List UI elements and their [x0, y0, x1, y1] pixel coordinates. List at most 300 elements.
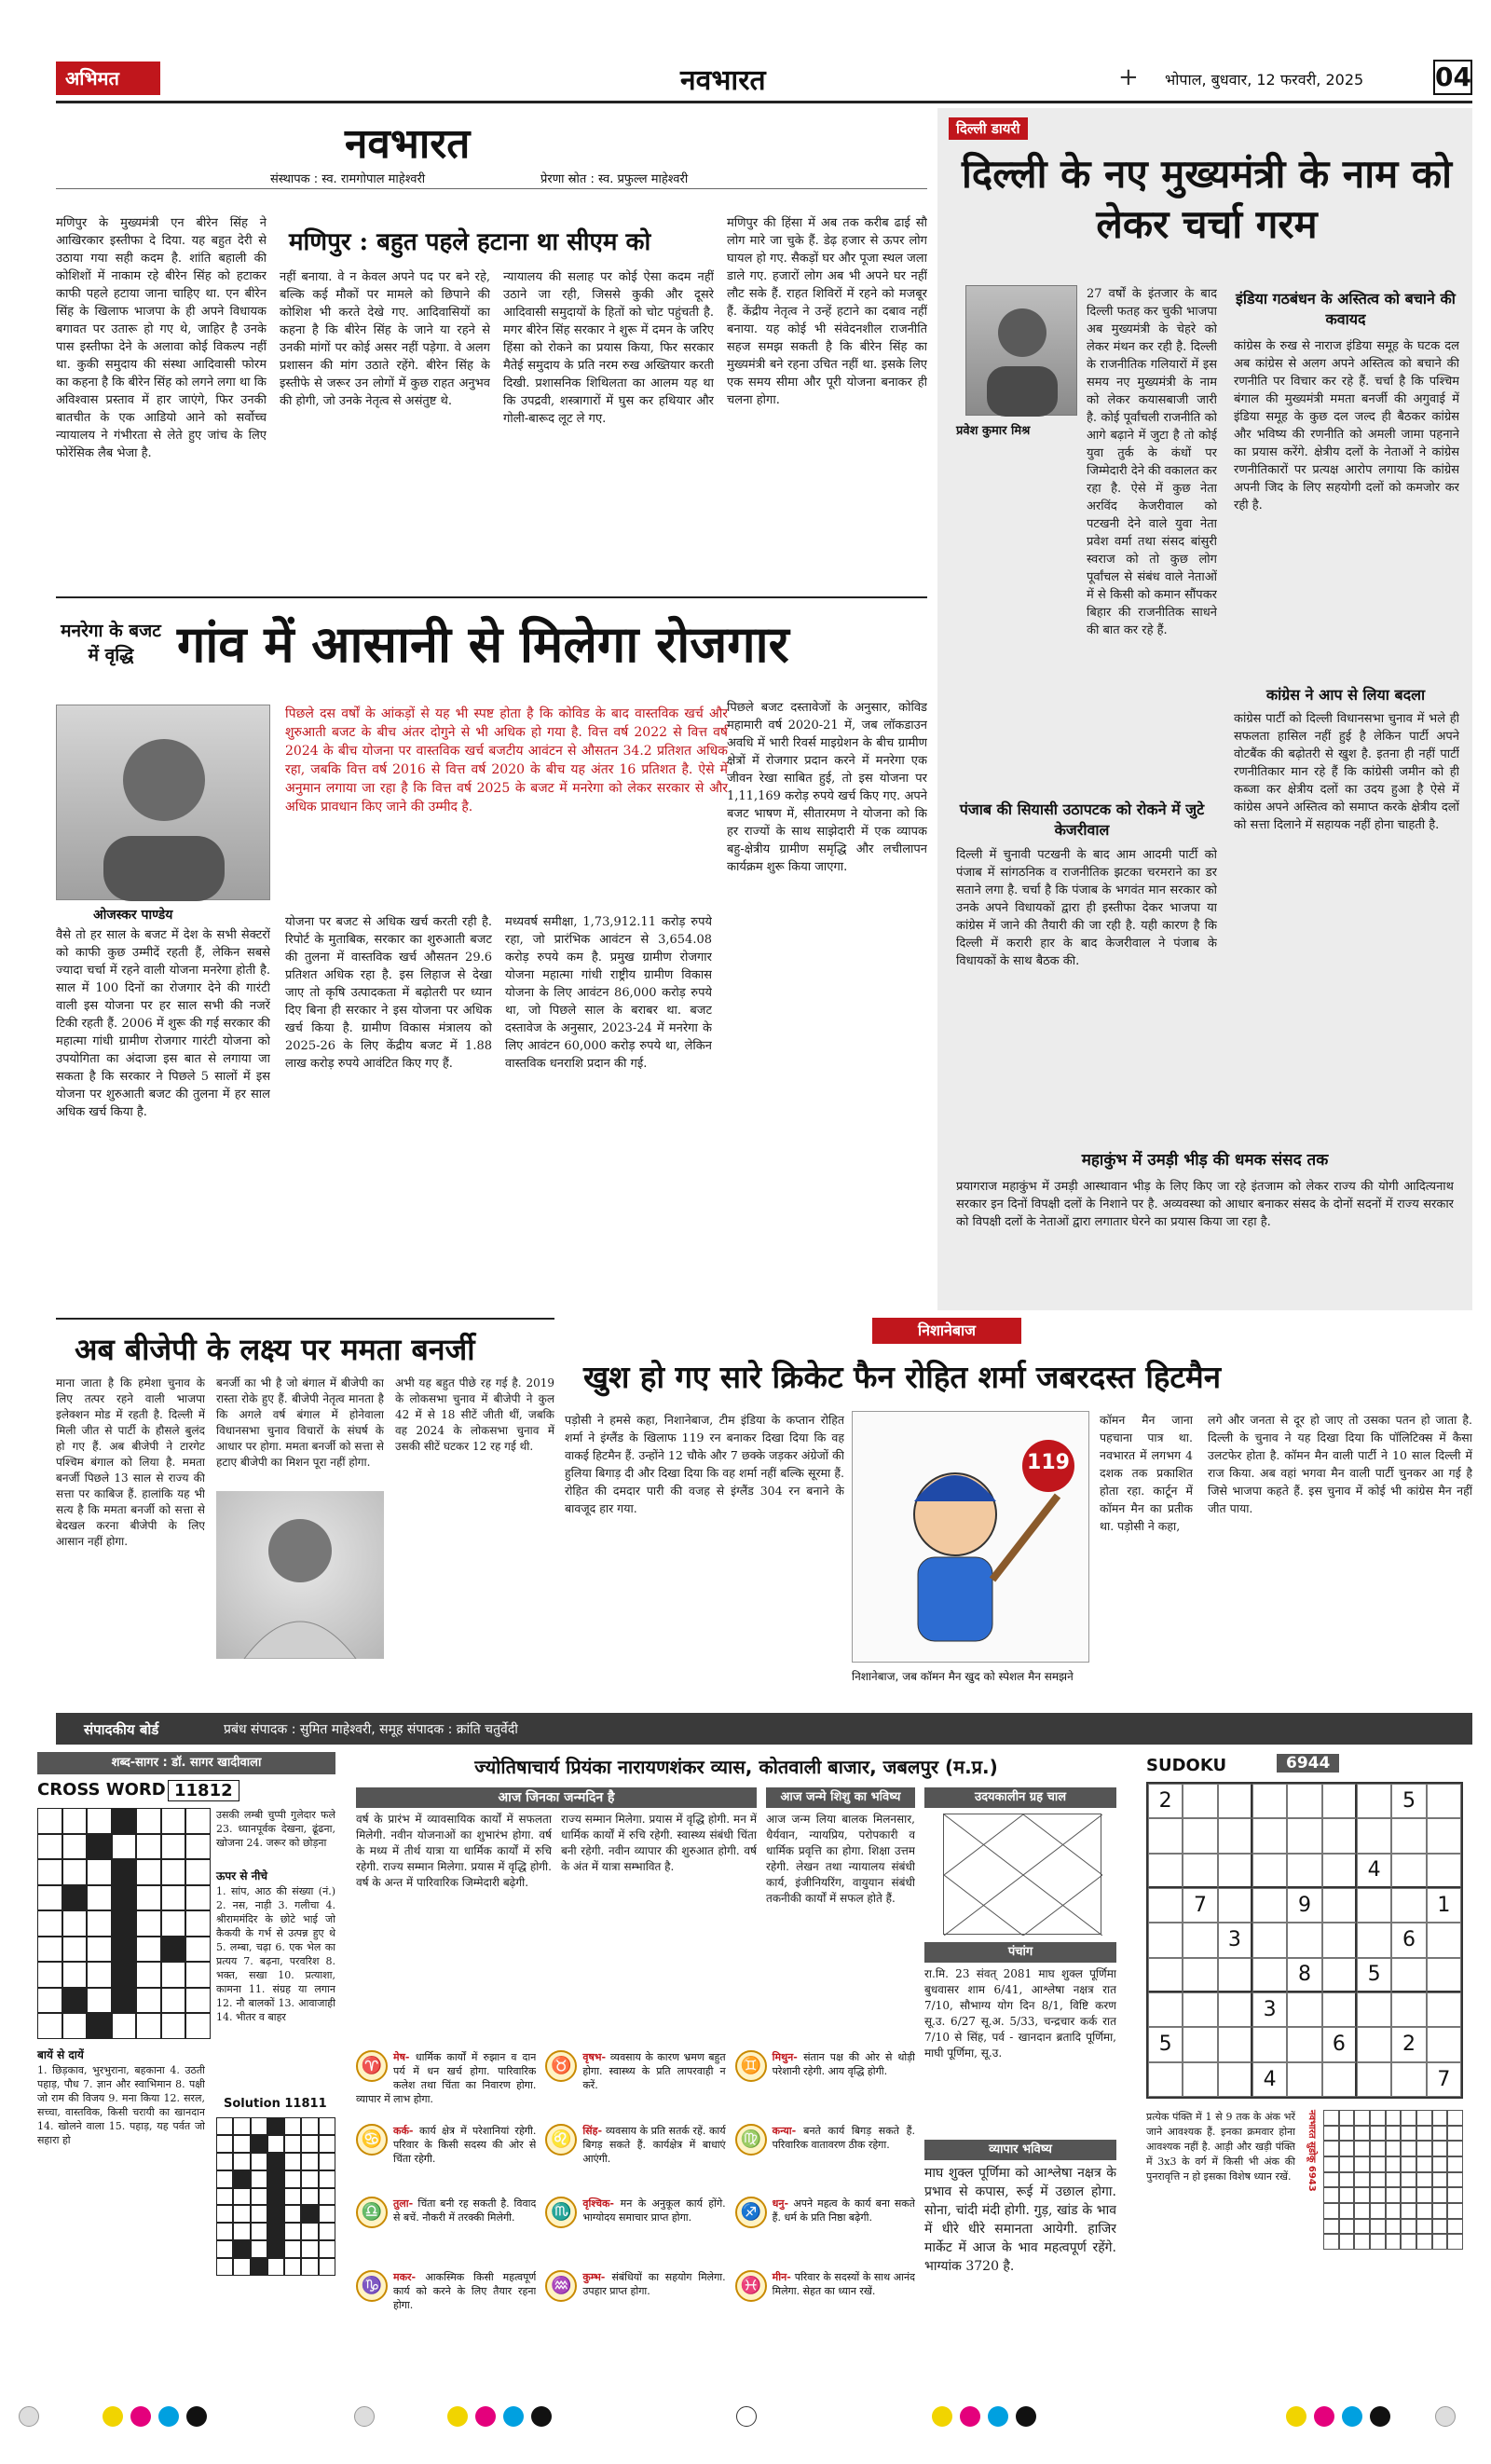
editorial-col-3: न्यायालय की सलाह पर कोई ऐसा कदम नहीं उठाने जा रही, जिससे कुकी और दूसरे आदिवासी समुदायों के हितों को चोट पहुंचती है. मगर बीरेन सिंह सरकार ने शुरू में दमन के जरिए हिंसा को रोकने का प्रयास किया, फिर सरकार मैतेई समुदाय के प्रति नरम रुख अख्तियार करती दिखी. प्रशासनिक शिथिलता का आलम यह था कि उपद्रवी, शस्त्रागारों में घुस कर हथियार और गोली-बारूद लूट ले गए.: [503, 270, 714, 426]
crossword-cell: [62, 1988, 88, 2014]
crossword-cell: [284, 2170, 301, 2188]
sudoku-solution-cell: [1447, 2187, 1463, 2203]
sudoku-cell[interactable]: 5: [1391, 1784, 1426, 1818]
crossword-across: 1. सांप, आठ की संख्या (नं.) 2. नस, नाड़ी 3. गलीचा 4. श्रीराममंदिर के छोटे भाई जो कैकयी के गर्भ से उत्पन्न हुए थे 5. लम्बा, चढ़ा 6. एक भेल का प्रत्यय 7. बढ़ना, परवरिश 8. भक्त, सखा 10. प्रत्याशा, कामना 11. संग्रह या लगान 12. नौ बालकों 13. आवाजाही 14. भीतर व बाहर: [216, 1885, 335, 2023]
crossword-cell: [87, 1885, 112, 1911]
crossword-cell: [251, 2135, 267, 2153]
sudoku-cell[interactable]: [1218, 1818, 1252, 1853]
rashi-name: मेष-: [393, 2051, 416, 2063]
sudoku-cell[interactable]: [1252, 2027, 1287, 2061]
crossword-cell: [62, 1910, 88, 1937]
crossword-cell: [251, 2153, 267, 2170]
crossword-cell: [216, 2135, 233, 2153]
sudoku-cell[interactable]: [1148, 1854, 1183, 1888]
sudoku-cell[interactable]: [1391, 1958, 1426, 1992]
sudoku-cell[interactable]: [1252, 1888, 1287, 1923]
person-icon: [216, 1491, 384, 1659]
crossword-cell: [112, 1962, 137, 1988]
sudoku-solution-cell: [1416, 2110, 1432, 2126]
crossword-solution-grid: [216, 2117, 335, 2276]
sub-head-congress: कांग्रेस ने आप से लिया बदला: [1265, 686, 1426, 704]
crossword-cell: [37, 2013, 62, 2039]
mamata-col-2: बनर्जी का भी है जो बंगाल में बीजेपी का रास्ता रोके हुए हैं. बीजेपी नेतृत्व मानता है कि अगले वर्ष बंगाल में होनेवाला विधानसभा चुनाव विचारों के संघर्ष के आधार पर होगा. ममता बनर्जी को सत्ता से हटाए बीजेपी का मिशन पूरा नहीं होगा.: [216, 1376, 384, 1469]
crossword-cell: [216, 2223, 233, 2240]
crossword-cell: [185, 1885, 211, 1911]
rashi-text: आकस्मिक किसी महत्वपूर्ण कार्य को करने के लिए तैयार रहना होगा.: [393, 2270, 537, 2311]
crossword-cell: [267, 2205, 284, 2223]
score-badge: 119: [1027, 1451, 1070, 1474]
sudoku-cell[interactable]: [1218, 1992, 1252, 2027]
sudoku-solution-cell: [1386, 2156, 1402, 2172]
zodiac-icon: ♐: [735, 2197, 767, 2228]
crossword-cell: [161, 1910, 186, 1937]
mnrega-headline: गांव में आसानी से मिलेगा रोजगार: [177, 614, 789, 674]
sudoku-cell[interactable]: 4: [1357, 1854, 1391, 1888]
crossword-cell: [301, 2240, 318, 2258]
sudoku-cell[interactable]: [1287, 2062, 1321, 2097]
sudoku-cell[interactable]: [1427, 1854, 1461, 1888]
sudoku-cell[interactable]: [1357, 1818, 1391, 1853]
sudoku-solution-cell: [1354, 2156, 1370, 2172]
crossword-cell: [233, 2258, 250, 2276]
crossword-cell: [87, 1859, 112, 1885]
nishanebaj-col-3: लगे और जनता से दूर हो जाए तो उसका पतन हो जाता है. दिल्ली के चुनाव ने यह दिखा दिया कि पॉलिटिक्स में कैसा उलटफेर होता है. कॉमन मैन वाली पार्टी ने 10 साल दिल्ली में राज किया. अब वहां भगवा मैन वाली पार्टी चुनकर आ गई है जिसे भाजपा कहते हैं. इस चुनाव में कोई भी कांग्रेस मैन नहीं जीत पाया.: [1208, 1413, 1472, 1515]
sudoku-cell[interactable]: [1218, 1784, 1252, 1818]
sudoku-solution-cell: [1339, 2203, 1355, 2219]
sudoku-solution-cell: [1401, 2110, 1416, 2126]
crossword-cell: [319, 2240, 335, 2258]
crossword-cell: [37, 1808, 62, 1834]
crossword-cell: [62, 1885, 88, 1911]
rashi-item: [545, 2050, 725, 2120]
crossword-cell: [136, 1885, 161, 1911]
sudoku-cell[interactable]: [1391, 1888, 1426, 1923]
rashi-name: मीन-: [772, 2270, 795, 2283]
crossword-cell: [161, 1885, 186, 1911]
crossword-solution-label: Solution 11811: [224, 2097, 327, 2111]
nishanebaj-tag: निशानेबाज: [872, 1318, 1021, 1344]
crossword-cell: [161, 2013, 186, 2039]
sudoku-cell[interactable]: 6: [1391, 1923, 1426, 1957]
crossword-cell: [301, 2205, 318, 2223]
board-editors: प्रबंध संपादक : सुमित माहेश्वरी, समूह संपादक : क्रांति चतुर्वेदी: [224, 1722, 518, 1737]
crossword-cell: [284, 2205, 301, 2223]
sudoku-cell[interactable]: [1148, 1888, 1183, 1923]
sudoku-cell[interactable]: [1287, 2027, 1321, 2061]
crossword-cell: [319, 2117, 335, 2135]
mamata-col-1: माना जाता है कि हमेशा चुनाव के लिए तत्पर रहने वाली भाजपा इलेक्शन मोड में रहती है. दिल्ली में मिली जीत से पार्टी के हौसले बुलंद हो गए हैं. अब बीजेपी ने टारगेट पश्चिम बंगाल को लिया है. ममता बनर्जी पिछले 13 साल से राज्य की सत्ता पर काबिज हैं. हालांकि यह भी सत्य है कि ममता बनर्जी को सत्ता से बेदखल करना बीजेपी के लिए आसान नहीं होगा.: [56, 1376, 205, 1548]
zodiac-icon: ♉: [545, 2050, 577, 2082]
mamata-photo: [216, 1491, 384, 1659]
sudoku-solution-cell: [1401, 2203, 1416, 2219]
sudoku-solution-cell: [1386, 2219, 1402, 2235]
crossword-cell: [161, 1988, 186, 2014]
sudoku-cell[interactable]: [1148, 1923, 1183, 1957]
sudoku-solution-cell: [1339, 2172, 1355, 2188]
sudoku-solution-cell: [1401, 2187, 1416, 2203]
delhi-diary: [937, 108, 1472, 1310]
rashi-text: मन के अनुकूल कार्य होंगे. भाग्योदय समाचार प्राप्त होगा.: [582, 2197, 726, 2224]
rashi-name: तुला-: [393, 2197, 418, 2210]
crossword-cell: [301, 2117, 318, 2135]
panchang-label: पंचांग: [924, 1942, 1116, 1963]
sudoku-solution-cell: [1339, 2156, 1355, 2172]
sudoku-cell[interactable]: [1252, 1958, 1287, 1992]
crossword-cell: [267, 2240, 284, 2258]
sudoku-solution-cell: [1354, 2203, 1370, 2219]
sudoku-cell[interactable]: [1218, 2027, 1252, 2061]
sudoku-cell[interactable]: [1322, 1992, 1357, 2027]
rashi-text: धार्मिक कार्यों में रुझान व दान पर्य में धन खर्च होगा. पारिवारिक कलेश तथा चिंता का निवारण होगा. व्यापार में लाभ होगा.: [356, 2051, 537, 2105]
crossword-down: 1. छिड़काव, भुरभुराना, बहकाना 4. उठती पहाड़, पौध 7. ज्ञान और स्वाभिमान 8. पक्षी जो राम की विजय 9. मना किया 12. सरल, सच्चा, वास्तविक, किसी चरायी का खानदान 14. खोलने वाला 15. पहाड़, यह पर्वत जो सहारा हो: [37, 2064, 205, 2146]
sudoku-cell[interactable]: [1252, 1818, 1287, 1853]
sudoku-cell[interactable]: [1183, 1923, 1217, 1957]
crossword-cell: [301, 2188, 318, 2206]
sudoku-solution-cell: [1416, 2141, 1432, 2156]
sudoku-solution-cell: [1354, 2141, 1370, 2156]
crossword-title: CROSS WORD: [37, 1780, 166, 1800]
crossword-cell: [216, 2170, 233, 2188]
sudoku-number: 6944: [1277, 1754, 1339, 1773]
rashi-text: संबंधियों का सहयोग मिलेगा. उपहार प्राप्त होगा.: [582, 2270, 726, 2297]
zodiac-icon: ♏: [545, 2197, 577, 2228]
sudoku-cell[interactable]: [1183, 1854, 1217, 1888]
sudoku-solution-cell: [1323, 2156, 1339, 2172]
crossword-cell: [319, 2135, 335, 2153]
rashi-name: वृश्चिक-: [582, 2197, 621, 2210]
sudoku-cell[interactable]: [1391, 2062, 1426, 2097]
sudoku-cell[interactable]: [1218, 2062, 1252, 2097]
crossword-cell: [251, 2188, 267, 2206]
sudoku-cell[interactable]: [1287, 1818, 1321, 1853]
crossword-cell: [267, 2223, 284, 2240]
horoscope-panel: [347, 1752, 1126, 2348]
sudoku-cell[interactable]: [1357, 2027, 1391, 2061]
rashi-name: कर्क-: [393, 2124, 420, 2137]
zodiac-icon: ♎: [356, 2197, 388, 2228]
sudoku-cell[interactable]: 4: [1252, 2062, 1287, 2097]
sudoku-solution-cell: [1401, 2141, 1416, 2156]
sudoku-cell[interactable]: [1357, 1784, 1391, 1818]
sudoku-cell[interactable]: 7: [1183, 1888, 1217, 1923]
nishanebaj-col-1: पड़ोसी ने हमसे कहा, निशानेबाज, टीम इंडिया के कप्तान रोहित शर्मा ने इंग्लैंड के खिलाफ 119 रन बनाकर दिखा दिया कि वह वाकई हिटमैन हैं. उन्होंने 12 चौके और 7 छक्के जड़कर अंग्रेजों की हुलिया बिगाड़ दी और दिखा दिया कि वह शर्मा नहीं बल्कि सूरमा हैं. रोहित की दमदार पारी की वजह से इंग्लैंड 304 रन बनाने के बावजूद हार गया.: [565, 1413, 844, 1515]
sudoku-cell[interactable]: [1357, 1923, 1391, 1957]
planet-chart: [943, 1814, 1101, 1935]
sudoku-cell[interactable]: [1427, 1923, 1461, 1957]
crossword-cell: [136, 1834, 161, 1860]
sudoku-cell[interactable]: [1287, 1923, 1321, 1957]
mamata-col-3: अभी यह बहुत पीछे रह गई है. 2019 के लोकसभा चुनाव में बीजेपी ने कुल 42 में से 18 सीटें जीती थीं, जबकि वह 2024 के लोकसभा चुनाव में उसकी सीटें घटकर 12 रह गई थी.: [395, 1376, 554, 1453]
page-number: 04: [1433, 60, 1472, 95]
sudoku-solution-cell: [1447, 2219, 1463, 2235]
crossword-cell: [62, 1808, 88, 1834]
rashi-name: मिथुन-: [772, 2051, 804, 2063]
sudoku-solution-cell: [1432, 2234, 1448, 2250]
sudoku-solution-cell: [1416, 2203, 1432, 2219]
sudoku-cell[interactable]: 2: [1148, 1784, 1183, 1818]
sudoku-solution-cell: [1416, 2156, 1432, 2172]
person-icon: [966, 286, 1078, 417]
crossword-cell: [112, 1937, 137, 1963]
sudoku-cell[interactable]: [1148, 1992, 1183, 2027]
crossword-cell: [233, 2153, 250, 2170]
rashi-text: कार्य क्षेत्र में परेशानियां रहेगी. परिवार के किसी सदस्य की ओर से चिंता रहेगी.: [393, 2124, 537, 2165]
sudoku-solution-cell: [1432, 2187, 1448, 2203]
sudoku-cell[interactable]: [1391, 1854, 1426, 1888]
crossword-cell: [216, 2240, 233, 2258]
sudoku-solution-cell: [1401, 2156, 1416, 2172]
flag-brand: नवभारत: [345, 120, 471, 168]
mamata-headline: अब बीजेपी के लक्ष्य पर ममता बनर्जी: [75, 1332, 475, 1367]
sudoku-cell[interactable]: 8: [1287, 1958, 1321, 1992]
today-bday-text-2: राज्य सम्मान मिलेगा. प्रयास में वृद्धि होगी. मन में धार्मिक कार्यों में रुचि रहेगी. स्वास्थ्य संबंधी चिंता बनी रहेगी. नवीन व्यापार की शुरुआत होगी. वर्ष के अंत में यात्रा सम्भावित है.: [561, 1813, 757, 1873]
sudoku-solution-cell: [1370, 2203, 1386, 2219]
crossword-cell: [233, 2117, 250, 2135]
rashi-name: कुम्भ-: [582, 2270, 612, 2283]
sudoku-cell[interactable]: [1391, 1992, 1426, 2027]
rashi-text: परिवार के सदस्यों के साथ आनंद मिलेगा. सेहत का ध्यान रखें.: [772, 2270, 915, 2297]
zodiac-icon: ♒: [545, 2270, 577, 2302]
child-label: आज जन्मे शिशु का भविष्य: [766, 1787, 915, 1808]
crossword-cell: [284, 2188, 301, 2206]
sudoku-solution-cell: [1370, 2219, 1386, 2235]
sudoku-cell[interactable]: 6: [1322, 2027, 1357, 2061]
sudoku-grid: [1146, 1782, 1463, 2099]
sudoku-cell[interactable]: [1322, 1923, 1357, 1957]
crossword-cell: [87, 1962, 112, 1988]
masthead-brand: नवभारत: [680, 64, 766, 97]
sudoku-solution-cell: [1370, 2141, 1386, 2156]
rashi-item: [735, 2197, 915, 2266]
sudoku-solution-cell: [1386, 2126, 1402, 2142]
sudoku-solution-cell: [1447, 2172, 1463, 2188]
flag-inspiration: प्रेरणा स्रोत : स्व. प्रफुल्ल माहेश्वरी: [540, 172, 689, 186]
editorial-col-2: नहीं बनाया. वे न केवल अपने पद पर बने रहे, बल्कि कई मौकों पर मामले को छिपाने की कोशिश भी करते देखे गए. आदिवासियों का कहना है कि बीरेन सिंह के जाने या रहने से उनकी मांगों पर कोई असर नहीं पड़ेगा. वे अलग प्रशासन की मांग उठाते रहेंगे. बीरेन सिंह के इस्तीफे से जरूर उन लोगों में कुछ राहत अनुभव की होगी, जो उनके नेतृत्व से असंतुष्ट थे.: [280, 270, 490, 408]
sudoku-solution-cell: [1432, 2126, 1448, 2142]
crossword-cell: [251, 2240, 267, 2258]
crossword-cell: [185, 1988, 211, 2014]
rashi-item: [356, 2124, 536, 2194]
sudoku-solution-cell: [1447, 2234, 1463, 2250]
horoscope-title: ज्योतिषाचार्य प्रियंका नारायणशंकर व्यास, कोतवाली बाजार, जबलपुर (म.प्र.): [474, 1756, 998, 1778]
sudoku-cell[interactable]: [1322, 1818, 1357, 1853]
crossword-cell: [216, 2153, 233, 2170]
sudoku-solution-cell: [1339, 2141, 1355, 2156]
crossword-cell: [185, 1962, 211, 1988]
sudoku-cell[interactable]: [1148, 1818, 1183, 1853]
board-label: संपादकीय बोर्ड: [84, 1721, 159, 1738]
sudoku-solution-cell: [1323, 2234, 1339, 2250]
crossword-cell: [319, 2170, 335, 2188]
shabd-sagar-label: शब्द-सागर : डॉ. सागर खादीवाला: [37, 1752, 335, 1774]
sudoku-solution-cell: [1339, 2219, 1355, 2235]
sudoku-cell[interactable]: [1427, 1992, 1461, 2027]
crossword-cell: [216, 2117, 233, 2135]
mnrega-author: ओजस्कर पाण्डेय: [93, 908, 173, 923]
sudoku-solution-cell: [1432, 2156, 1448, 2172]
sudoku-cell[interactable]: [1322, 1784, 1357, 1818]
crossword-cell: [251, 2205, 267, 2223]
rashi-name: मकर-: [393, 2270, 426, 2283]
sudoku-cell[interactable]: [1183, 1818, 1217, 1853]
nishanebaj-headline: खुश हो गए सारे क्रिकेट फैन रोहित शर्मा जबरदस्त हिटमैन: [583, 1359, 1222, 1395]
crossword-across-label: ऊपर से नीचे: [216, 1869, 267, 1882]
sudoku-cell[interactable]: 7: [1427, 2062, 1461, 2097]
zodiac-icon: ♋: [356, 2124, 388, 2156]
sudoku-cell[interactable]: [1322, 1888, 1357, 1923]
sudoku-cell[interactable]: [1287, 1854, 1321, 1888]
sudoku-solution-cell: [1401, 2234, 1416, 2250]
rashi-name: सिंह-: [582, 2124, 606, 2137]
sudoku-cell[interactable]: 1: [1427, 1888, 1461, 1923]
flag-founder: संस्थापक : स्व. रामगोपाल माहेश्वरी: [270, 172, 426, 186]
section-label: अभिमत: [56, 62, 160, 95]
crossword-cell: [251, 2170, 267, 2188]
sudoku-cell[interactable]: [1183, 1958, 1217, 1992]
crossword-cell: [112, 1910, 137, 1937]
rashi-item: [356, 2197, 536, 2266]
sudoku-cell[interactable]: [1183, 1784, 1217, 1818]
rashi-text: बनते कार्य बिगड़ सकते हैं. परिवारिक वातावरण ठीक रहेगा.: [772, 2124, 915, 2151]
crossword-cell: [185, 1937, 211, 1963]
sudoku-cell[interactable]: [1357, 1888, 1391, 1923]
crossword-cell: [284, 2117, 301, 2135]
rashi-item: [735, 2270, 915, 2340]
sudoku-solution-cell: [1401, 2219, 1416, 2235]
business-label: व्यापार भविष्य: [924, 2140, 1116, 2160]
delhi-diary-intro: 27 वर्षों के इंतजार के बाद दिल्ली फतह कर चुकी भाजपा अब मुख्यमंत्री के चेहरे को लेकर मंथन कर रही है. दिल्ली के राजनीतिक गलियारों में इस समय नए मुख्यमंत्री के नाम को लेकर कयासबाजी जारी है. कोई पूर्वांचली राजनीति को आगे बढ़ाने में जुटा है तो कोई युवा तुर्क के कंधों पर जिम्मेदारी देने की वकालत कर रहा है. ऐसे में कुछ नेता अरविंद केजरीवाल को पटखनी देने वाले युवा नेता प्रवेश वर्मा तथा संसद बांसुरी स्वराज को तो कुछ लोग पूर्वांचल से संबंध वाले नेताओं में से किसी को कमान सौंपकर बिहार की राजनीतिक साधने की बात कर रहे हैं.: [1087, 287, 1217, 637]
sudoku-solution-cell: [1370, 2110, 1386, 2126]
sudoku-cell[interactable]: [1287, 1784, 1321, 1818]
sudoku-cell[interactable]: [1218, 1958, 1252, 1992]
crossword-cell: [136, 2013, 161, 2039]
crossword-number: 11812: [168, 1780, 239, 1801]
sudoku-cell[interactable]: 3: [1252, 1992, 1287, 2027]
editorial-board-bar: [56, 1713, 1472, 1745]
sudoku-cell[interactable]: 9: [1287, 1888, 1321, 1923]
crossword-cell: [267, 2258, 284, 2276]
sudoku-cell[interactable]: [1322, 2062, 1357, 2097]
crossword-panel: [19, 1752, 335, 2348]
mnrega-col-1: वैसे तो हर साल के बजट में देश के सभी सेक्टरों को काफी कुछ उम्मीदें रहती हैं, लेकिन सबसे ज्यादा चर्चा में रहने वाली योजना मनरेगा होती है. साल में 100 दिनों का रोजगार देने की गारंटी वाली इस योजना पर हर साल सभी की नजरें टिकी रहती हैं. 2006 में शुरू की गई सरकार की महात्मा गांधी ग्रामीण रोजगार गारंटी योजना को उपयोगिता का अंदाजा इस बात से लगाया जा सकता है कि सरकार ने पिछले 5 सालों में इस योजना पर शुरुआती बजट की तुलना में हर साल अधिक खर्च किया है.: [56, 928, 270, 1119]
sudoku-solution-cell: [1323, 2219, 1339, 2235]
sudoku-cell[interactable]: [1252, 1923, 1287, 1957]
sudoku-cell[interactable]: 2: [1391, 2027, 1426, 2061]
dateline: भोपाल, बुधवार, 12 फरवरी, 2025: [1165, 71, 1364, 89]
sudoku-cell[interactable]: [1148, 1958, 1183, 1992]
crossword-cell: [161, 1962, 186, 1988]
sudoku-solution-cell: [1339, 2126, 1355, 2142]
sudoku-cell[interactable]: 3: [1218, 1923, 1252, 1957]
sudoku-cell[interactable]: [1427, 1818, 1461, 1853]
sudoku-cell[interactable]: [1252, 1784, 1287, 1818]
sudoku-panel: [1137, 1752, 1472, 2348]
rashi-name: धनु-: [772, 2197, 794, 2210]
crossword-cell: [267, 2153, 284, 2170]
sudoku-solution-cell: [1432, 2141, 1448, 2156]
crossword-cell: [284, 2135, 301, 2153]
sudoku-cell[interactable]: [1322, 1854, 1357, 1888]
crossword-cell: [319, 2188, 335, 2206]
sudoku-cell[interactable]: [1218, 1888, 1252, 1923]
crossword-cell: [216, 2188, 233, 2206]
author-name: प्रवेश कुमार मिश्र: [956, 424, 1031, 438]
rising-label: उदयकालीन ग्रह चाल: [924, 1787, 1116, 1808]
zodiac-icon: ♊: [735, 2050, 767, 2082]
mnrega-col-4: पिछले बजट दस्तावेजों के अनुसार, कोविड महामारी वर्ष 2020-21 में, जब लॉकडाउन अवधि में भारी रिवर्स माइग्रेशन के बीच ग्रामीण क्षेत्रों में रोजगार प्रदान करने में मनरेगा एक जीवन रेखा साबित हुई, तो इस योजना पर 1,11,169 करोड़ रुपये खर्च किए गए. अपने बजट भाषण में, सीतारमण ने योजना को कि हर राज्यों के साथ साझेदारी में एक व्यापक बहु-क्षेत्रीय ग्रामीण समृद्धि और लचीलापन कार्यक्रम शुरू किया जाएगा.: [727, 701, 927, 874]
sudoku-cell[interactable]: [1218, 1854, 1252, 1888]
rashi-item: [545, 2197, 725, 2266]
crosshair-icon: +: [1118, 63, 1139, 91]
sudoku-cell[interactable]: [1357, 1992, 1391, 2027]
sudoku-cell[interactable]: [1391, 1818, 1426, 1853]
sudoku-cell[interactable]: [1427, 2027, 1461, 2061]
crossword-cell: [62, 1937, 88, 1963]
rashi-text: संतान पक्ष की ओर से थोड़ी परेशानी रहेगी. आय वृद्धि होगी.: [772, 2051, 915, 2077]
crossword-cell: [37, 1910, 62, 1937]
sudoku-cell[interactable]: 5: [1357, 1958, 1391, 1992]
crossword-cell: [301, 2135, 318, 2153]
sudoku-solution-cell: [1386, 2234, 1402, 2250]
crossword-cell: [87, 1988, 112, 2014]
sudoku-solution-cell: [1386, 2203, 1402, 2219]
sudoku-solution-cell: [1386, 2172, 1402, 2188]
sudoku-cell[interactable]: [1183, 1992, 1217, 2027]
rashi-item: [735, 2124, 915, 2194]
sudoku-cell[interactable]: [1287, 1992, 1321, 2027]
sudoku-solution-cell: [1370, 2187, 1386, 2203]
sudoku-cell[interactable]: [1427, 1958, 1461, 1992]
sudoku-solution-cell: [1386, 2110, 1402, 2126]
crossword-cell: [267, 2188, 284, 2206]
panchang-text: रा.मि. 23 संवत् 2081 माघ शुक्ल पूर्णिमा बुधवासर शाम 6/41, आश्लेषा नक्षत्र रात 7/10, सौभाग्य योग दिन 8/1, विष्टि करण सू.उ. 6/27 सू.अ. 5/33, चन्द्रचार कर्क रात 7/10 से सिंह, पर्व - खानदान ब्रतादि पूर्णिमा, माघी पूर्णिमा, सू.उ.: [924, 1967, 1116, 2060]
crossword-cell: [284, 2223, 301, 2240]
crossword-cell: [62, 1859, 88, 1885]
sudoku-solution-cell: [1354, 2187, 1370, 2203]
sudoku-cell[interactable]: [1252, 1854, 1287, 1888]
crossword-cell: [136, 1988, 161, 2014]
crossword-cell: [37, 1859, 62, 1885]
sudoku-cell[interactable]: 5: [1148, 2027, 1183, 2061]
crossword-cell: [216, 2258, 233, 2276]
sudoku-cell[interactable]: [1427, 1784, 1461, 1818]
sudoku-cell[interactable]: [1183, 2027, 1217, 2061]
mnrega-pullquote: पिछले दस वर्षों के आंकड़ों से यह भी स्पष्ट होता है कि कोविड के बाद वास्तविक खर्च और शुरुआती बजट के बीच अंतर दोगुने से भी अधिक हो गया है. वित्त वर्ष 2022 से वित्त वर्ष 2024 के बीच योजना पर वास्तविक खर्च बजटीय आवंटन से औसतन 34.2 प्रतिशत अधिक रहा, जबकि वित्त वर्ष 2016 से वित्त वर्ष 2020 के बीच यह अंतर 16 प्रतिशत है. ऐसे में अनुमान लगाया जा रहा है कि वित्त वर्ष 2025 के बजट में मनरेगा को लेकर सरकार से और अधिक प्रावधान किए जाने की उम्मीद है.: [285, 706, 728, 814]
sudoku-solution-cell: [1323, 2187, 1339, 2203]
sudoku-solution-cell: [1447, 2110, 1463, 2126]
sudoku-solution-cell: [1386, 2187, 1402, 2203]
sudoku-cell[interactable]: [1322, 1958, 1357, 1992]
sudoku-solution-cell: [1323, 2172, 1339, 2188]
sudoku-solution-cell: [1432, 2172, 1448, 2188]
editorial-flag: [56, 114, 927, 188]
crossword-cell: [87, 1937, 112, 1963]
sudoku-cell[interactable]: [1357, 2062, 1391, 2097]
sudoku-cell[interactable]: [1183, 2062, 1217, 2097]
sudoku-solution-cell: [1370, 2156, 1386, 2172]
crossword-cell: [112, 1988, 137, 2014]
rashi-text: अपने महत्व के कार्य बना सकते हैं. धर्म के प्रति निष्ठा बढ़ेगी.: [772, 2197, 915, 2224]
mnrega-author-photo: [56, 705, 270, 900]
crossword-cell: [216, 2205, 233, 2223]
crossword-cell: [319, 2153, 335, 2170]
sudoku-cell[interactable]: [1148, 2062, 1183, 2097]
kundali-chart-icon: [944, 1814, 1102, 1936]
cartoon-illustration: [852, 1411, 1089, 1663]
crossword-cell: [112, 1885, 137, 1911]
sudoku-solution-cell: [1447, 2156, 1463, 2172]
crossword-cell: [185, 1834, 211, 1860]
